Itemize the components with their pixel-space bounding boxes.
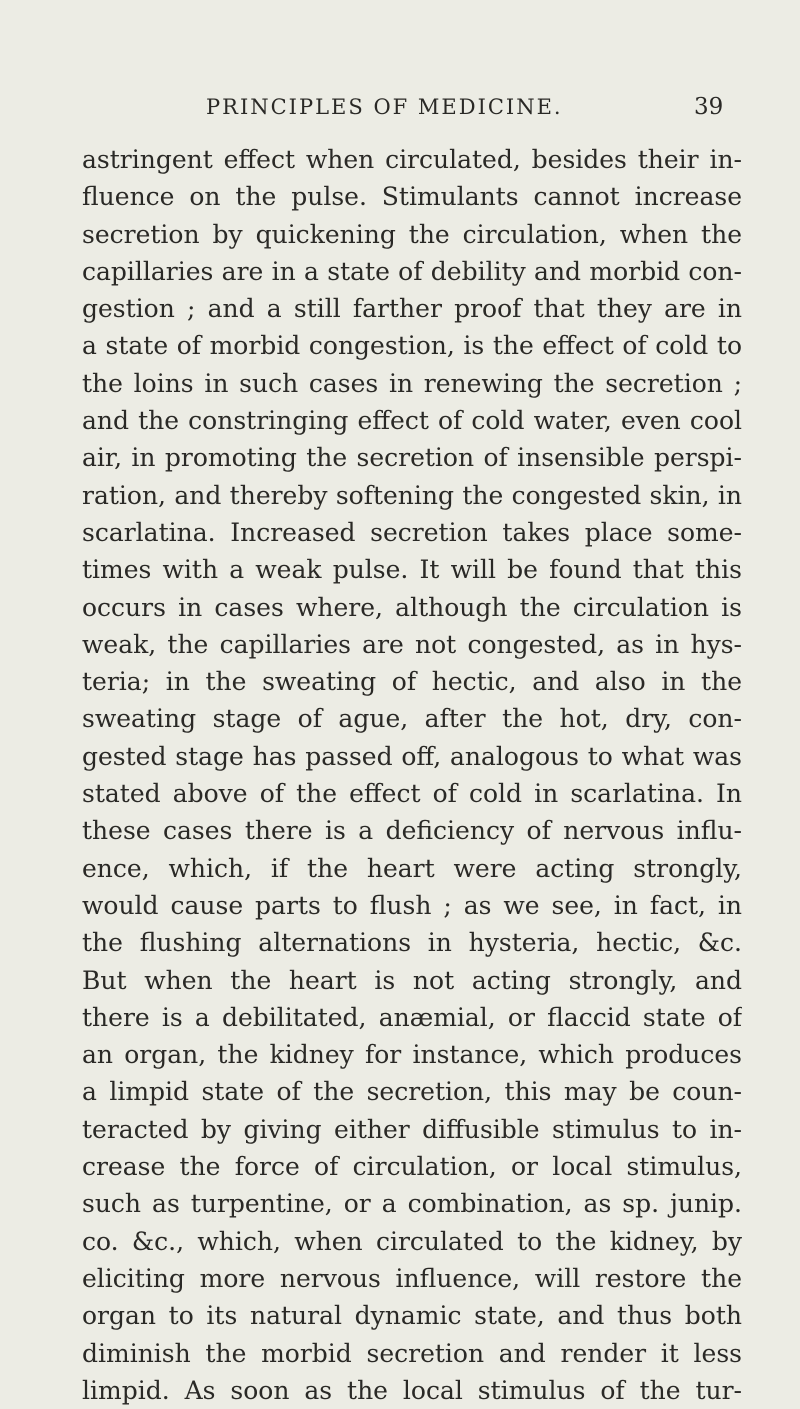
- text-line: a state of morbid congestion, is the effect of cold to: [82, 331, 742, 361]
- text-line: an organ, the kidney for instance, which produces: [82, 1040, 742, 1070]
- text-line: such as turpentine, or a combination, as sp. junip.: [82, 1189, 742, 1219]
- text-line: air, in promoting the secretion of insensible perspi-: [82, 443, 742, 473]
- text-line: times with a weak pulse. It will be found that this: [82, 555, 742, 585]
- text-line: occurs in cases where, although the circulation is: [82, 592, 742, 622]
- text-line: But when the heart is not acting strongly, and: [82, 965, 742, 995]
- text-line: a limpid state of the secretion, this may be coun-: [82, 1077, 742, 1107]
- body-text: [82, 141, 742, 1409]
- text-line: weak, the capillaries are not congested, as in hys-: [82, 629, 742, 659]
- text-line: and the constringing effect of cold water, even cool: [82, 406, 742, 436]
- text-line: gested stage has passed off, analogous to what was: [82, 741, 742, 771]
- text-line: eliciting more nervous influence, will restore the: [82, 1263, 742, 1293]
- text-line: the loins in such cases in renewing the secretion ;: [82, 368, 742, 398]
- text-line: these cases there is a deficiency of nervous influ-: [82, 816, 742, 846]
- text-line: organ to its natural dynamic state, and thus both: [82, 1301, 742, 1331]
- text-line: there is a debilitated, anæmial, or flaccid state of: [82, 1002, 742, 1032]
- text-line: gestion ; and a still farther proof that they are in: [82, 294, 742, 324]
- text-line: the flushing alternations in hysteria, hectic, &c.: [82, 928, 742, 958]
- text-line: astringent effect when circulated, besides their in-: [82, 145, 742, 174]
- text-line: teria; in the sweating of hectic, and also in the: [82, 667, 742, 697]
- text-line: fluence on the pulse. Stimulants cannot increase: [82, 182, 742, 212]
- text-line: co. &c., which, when circulated to the kidney, by: [82, 1226, 742, 1256]
- text-line: crease the force of circulation, or local stimulus,: [82, 1152, 742, 1182]
- text-line: sweating stage of ague, after the hot, dry, con-: [82, 704, 742, 734]
- text-line: teracted by giving either diffusible stimulus to in-: [82, 1114, 742, 1144]
- text-line: scarlatina. Increased secretion takes place some-: [82, 517, 742, 547]
- text-line: would cause parts to flush ; as we see, in fact, in: [82, 890, 742, 920]
- text-line: capillaries are in a state of debility and morbid con-: [82, 256, 742, 286]
- running-head: [0, 92, 800, 122]
- text-line: secretion by quickening the circulation, when the: [82, 219, 742, 249]
- text-line: limpid. As soon as the local stimulus of the tur-: [82, 1375, 742, 1405]
- page-number: 39: [694, 94, 724, 120]
- text-line: ration, and thereby softening the congested skin, in: [82, 480, 742, 510]
- text-line: stated above of the effect of cold in scarlatina. In: [82, 779, 742, 809]
- running-title: PRINCIPLES OF MEDICINE.: [206, 95, 563, 119]
- text-line: diminish the morbid secretion and render it less: [82, 1338, 742, 1368]
- text-line: ence, which, if the heart were acting strongly,: [82, 853, 742, 883]
